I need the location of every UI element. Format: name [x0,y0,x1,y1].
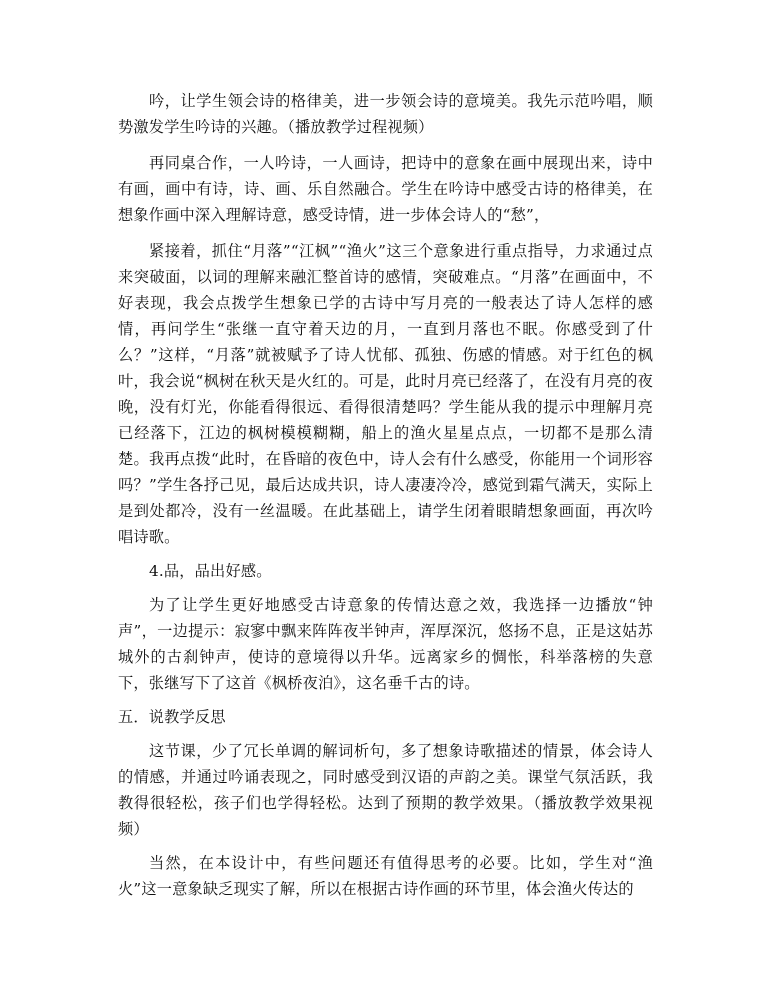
subheading-appreciation: 4.品，品出好感。 [149,562,272,580]
section-heading-reflection: 五．说教学反思 [118,708,226,726]
document-body [118,88,653,902]
paragraph-lesson-effect: 这节课，少了冗长单调的解词析句，多了想象诗歌描述的情景，体会诗人的情感，并通过吟诵表现之，同时感受到汉语的声韵之美。课堂气氛活跃，我教得很轻松，孩子们也学得轻松。达到了预期的教学效果。（播放教学效果视频） [118,742,653,838]
paragraph-imagery-guidance: 紧接着，抓住“月落”“江枫”“渔火”这三个意象进行重点指导，力求通过点来突破面，以词的理解来融汇整首诗的感情，突破难点。“月落”在画面中，不好表现，我会点拨学生想象已学的古诗中写月亮的一般表达了诗人怎样的感情，再问学生“张继一直守着天边的月，一直到月落也不眠。你感受到了什么？”这样，“月落”就被赋予了诗人忧郁、孤独、伤感的情感。对于红色的枫叶，我会说“枫树在秋天是火红的。可是，此时月亮已经落了，在没有月亮的夜晚，没有灯光，你能看得很远、看得很清楚吗？学生能从我的提示中理解月亮已经落下，江边的枫树模模糊糊，船上的渔火星星点点，一切都不是那么清楚。我再点拨“此时，在昏暗的夜色中，诗人会有什么感受，你能用一个词形容吗？”学生各抒己见，最后达成共识，诗人凄凄冷冷，感觉到霜气满天，实际上是到处都冷，没有一丝温暖。在此基础上，请学生闭着眼睛想象画面，再次吟唱诗歌。 [118,242,653,546]
paragraph-further-thoughts: 当然，在本设计中，有些问题还有值得思考的必要。比如，学生对“渔火”这一意象缺乏现实了解，所以在根据古诗作画的环节里，体会渔火传达的 [118,854,653,898]
paragraph-bell-sound: 为了让学生更好地感受古诗意象的传情达意之效，我选择一边播放“钟声”，一边提示：寂寥中飘来阵阵夜半钟声，浑厚深沉，悠扬不息，正是这姑苏城外的古刹钟声，使诗的意境得以升华。远离家乡的惆怅，科举落榜的失意下，张继写下了这首《枫桥夜泊》，这名垂千古的诗。 [118,596,653,692]
paragraph-pair-work: 再同桌合作，一人吟诗，一人画诗，把诗中的意象在画中展现出来，诗中有画，画中有诗，诗、画、乐自然融合。学生在吟诗中感受古诗的格律美，在想象作画中深入理解诗意，感受诗情，进一步体会诗人的“愁”， [118,154,653,224]
paragraph-recitation: 吟，让学生领会诗的格律美，进一步领会诗的意境美。我先示范吟唱，顺势激发学生吟诗的兴趣。（播放教学过程视频） [118,92,653,136]
